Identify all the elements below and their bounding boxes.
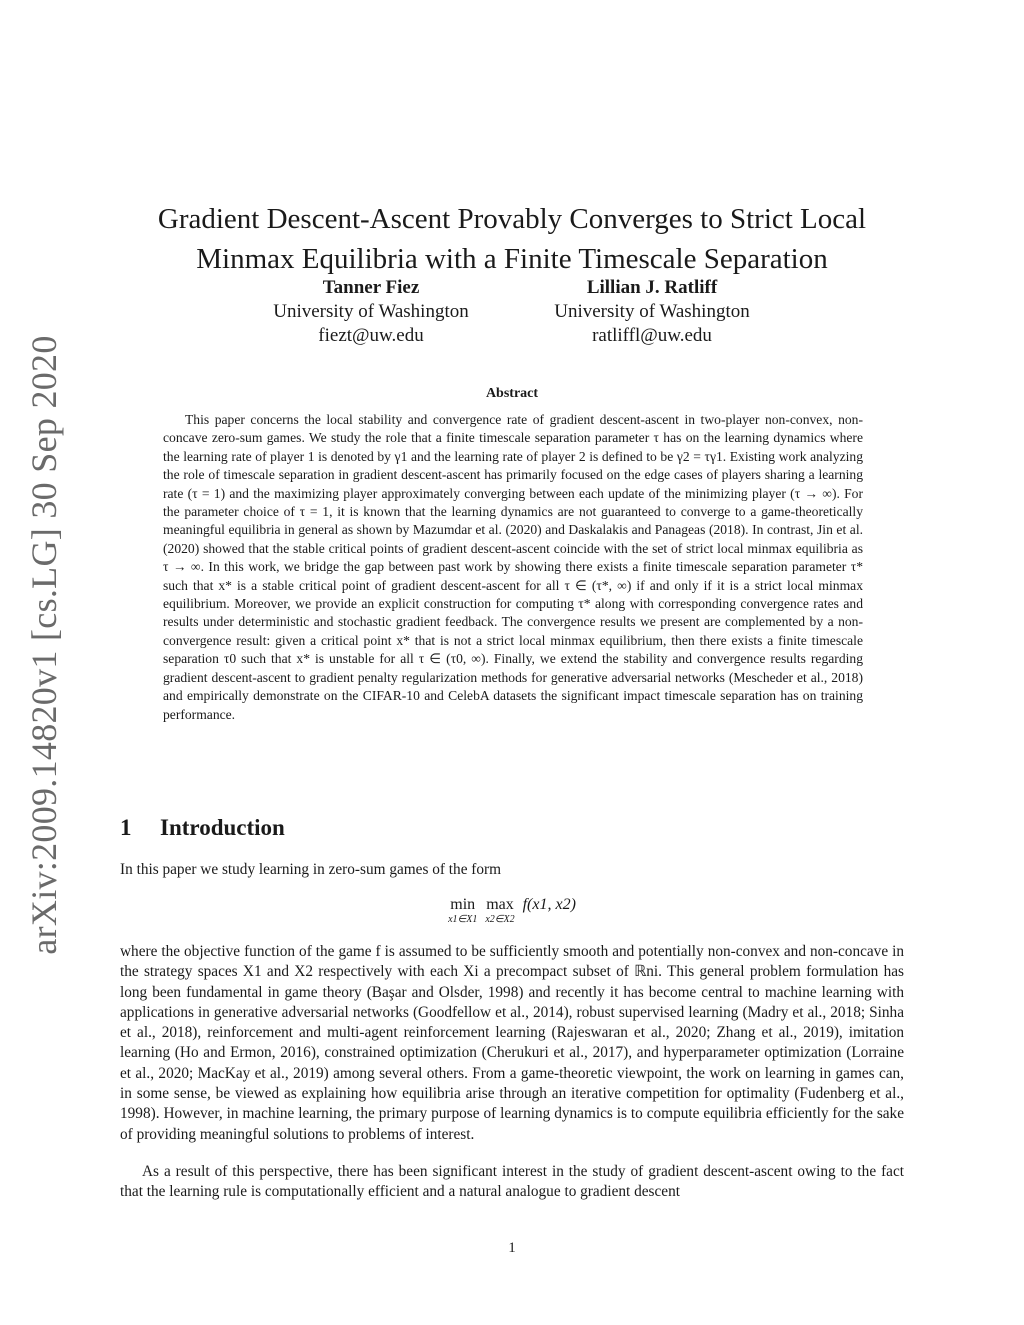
equation-min-operator: min x1∈X1 [448, 896, 478, 925]
author-name: Tanner Fiez [322, 277, 420, 298]
author-email: ratliffl@uw.edu [592, 325, 712, 346]
author-block [512, 276, 792, 348]
section-heading [120, 815, 285, 841]
author-affiliation: University of Washington [554, 301, 750, 322]
author-affiliation: University of Washington [273, 301, 469, 322]
abstract-body: This paper concerns the local stability and convergence rate of gradient descent-ascent in two-player non-convex, non-concave zero-sum games. We study the role that a finite timescale separation parameter τ has on the learning dynamics where the learning rate of player 1 is denoted by γ1 and the learning rate of player 2 is defined to be γ2 = τγ1. Existing work analyzing the role of timescale separation in gradient descent-ascent has primarily focused on the edge cases of players sharing a learning rate (τ = 1) and the maximizing player approximately converging between each update of the minimizing player (τ → ∞). For the parameter choice of τ = 1, it is known that the learning dynamics are not guaranteed to converge to a game-theoretically meaningful equilibria in general as shown by Mazumdar et al. (2020) and Daskalakis and Panageas (2018). In contrast, Jin et al. (2020) showed that the stable critical points of gradient descent-ascent coincide with the set of strict local minmax equilibria as τ → ∞. In this work, we bridge the gap between past work by showing there exists a finite timescale separation parameter τ* such that x* is a stable critical point of gradient descent-ascent for all τ ∈ (τ*, ∞) if and only if it is a strict local minmax equilibrium. Moreover, we provide an explicit construction for computing τ* along with corresponding convergence rates and results under deterministic and stochastic gradient feedback. The convergence results we present are complemented by a non-convergence result: given a critical point x* that is not a strict local minmax equilibrium, then there exists a finite timescale separation τ0 such that x* is unstable for all τ ∈ (τ0, ∞). Finally, we extend the stability and convergence results regarding gradient descent-ascent to gradient penalty regularization methods for generative adversarial networks (Mescheder et al., 2018) and empirically demonstrate on the CIFAR-10 and CelebA datasets the significant impact timescale separation has on training performance. [163, 412, 863, 722]
section-number: 1 [120, 815, 132, 840]
minmax-equation [0, 896, 1024, 926]
author-name: Lillian J. Ratliff [586, 277, 718, 298]
intro-lead: In this paper we study learning in zero-sum games of the form [120, 861, 502, 878]
page-number: 1 [508, 1240, 516, 1256]
paper-title: Gradient Descent-Ascent Provably Converges to Strict Local Minmax Equilibria with a Finite Timescale Separation [157, 203, 867, 276]
author-email: fiezt@uw.edu [318, 325, 424, 346]
body-paragraph: where the objective function of the game f is assumed to be sufficiently smooth and potentially non-convex and non-concave in the strategy spaces X1 and X2 respectively with each Xi a precompact subset of ℝni. This general problem formulation has long been fundamental in game theory (Başar and Olsder, 1998) and recently it has become central to machine learning with applications in generative adversarial networks (Goodfellow et al., 2014), robust supervised learning (Madry et al., 2018; Sinha et al., 2018), reinforcement and multi-agent reinforcement learning (Rajeswaran et al., 2020; Zhang et al., 2019), imitation learning (Ho and Ermon, 2016), constrained optimization (Cherukuri et al., 2017), and hyperparameter optimization (Lorraine et al., 2020; MacKay et al., 2019) among several others. From a game-theoretic viewpoint, the work on learning in games can, in some sense, be viewed as explaining how equilibria arise through an iterative competition for optimality (Fudenberg et al., 1998). However, in machine learning, the primary purpose of learning dynamics is to compute equilibria efficiently for the sake of providing meaningful solutions to problems of interest. [120, 943, 904, 1143]
equation-max-operator: max x2∈X2 [485, 896, 515, 925]
abstract-heading: Abstract [485, 386, 539, 401]
author-block [231, 276, 511, 348]
equation-objective: f(x1, x2) [522, 896, 576, 913]
arxiv-identifier: arXiv:2009.14820v1 [cs.LG] 30 Sep 2020 [24, 335, 64, 955]
body-paragraph: As a result of this perspective, there has been significant interest in the study of gradient descent-ascent owing to the fact that the learning rule is computationally efficient and a natural analogue to gradient descent [120, 1163, 904, 1201]
section-title: Introduction [160, 815, 285, 840]
